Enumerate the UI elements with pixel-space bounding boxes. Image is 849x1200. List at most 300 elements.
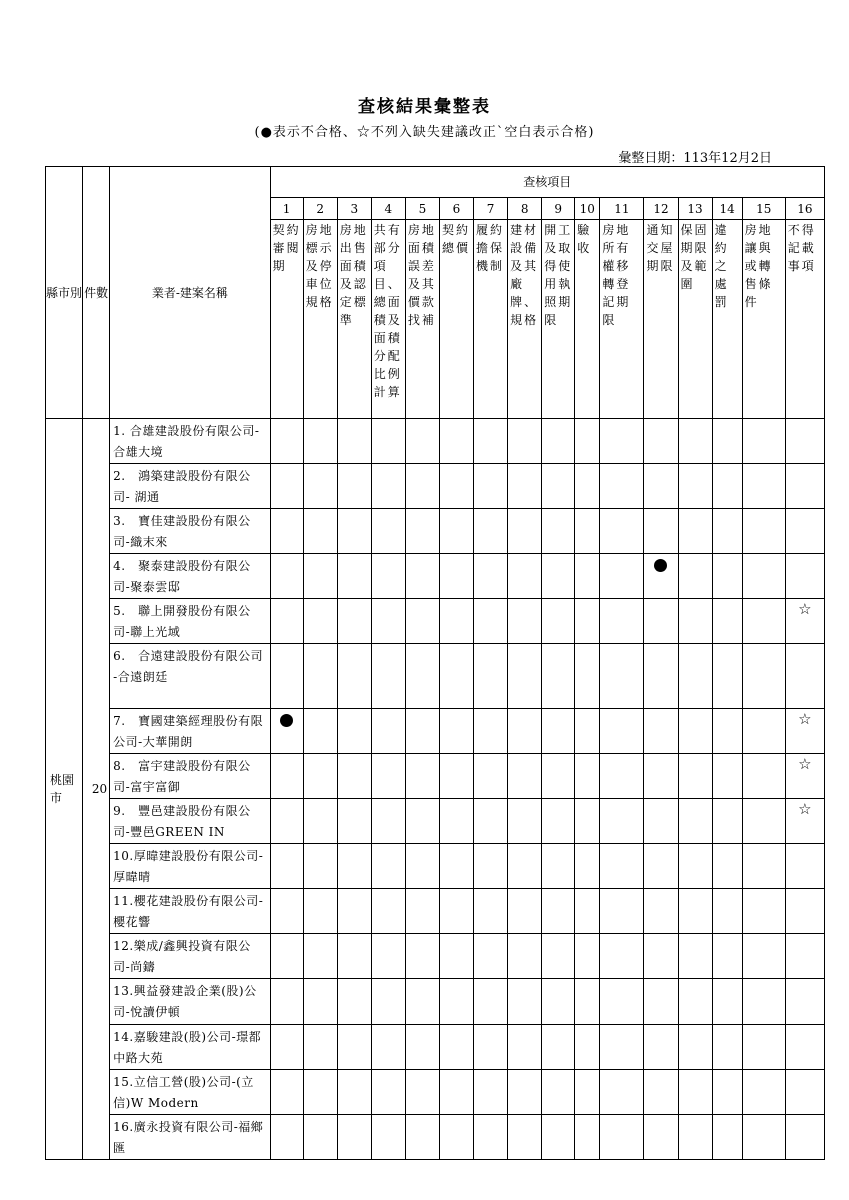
result-cell	[644, 644, 678, 709]
result-cell	[371, 979, 405, 1025]
result-cell	[712, 644, 742, 709]
result-cell	[508, 889, 542, 934]
result-cell	[405, 889, 439, 934]
result-cell	[337, 464, 371, 509]
result-cell	[508, 644, 542, 709]
result-cell	[337, 599, 371, 644]
result-cell	[303, 509, 337, 554]
result-cell	[474, 1115, 508, 1160]
county-cell: 桃園市	[46, 419, 83, 1160]
result-cell	[303, 934, 337, 979]
result-cell	[270, 889, 303, 934]
result-cell	[785, 1025, 824, 1070]
result-cell	[270, 509, 303, 554]
company-name-cell: 10.厚暐建設股份有限公司-厚暐晴	[110, 844, 270, 889]
result-cell	[439, 464, 473, 509]
table-row	[46, 799, 825, 844]
result-cell	[508, 709, 542, 754]
result-cell	[644, 934, 678, 979]
result-cell	[575, 1025, 600, 1070]
result-cell	[600, 554, 644, 599]
result-cell	[712, 934, 742, 979]
result-cell	[644, 1025, 678, 1070]
item-label-14: 違約之處罰	[712, 220, 742, 419]
result-cell	[785, 934, 824, 979]
result-cell	[542, 1115, 575, 1160]
result-cell	[712, 889, 742, 934]
advisory-star-icon: ☆	[798, 600, 812, 618]
result-cell	[678, 844, 712, 889]
result-cell	[600, 1025, 644, 1070]
result-cell	[575, 709, 600, 754]
result-cell	[474, 844, 508, 889]
result-cell	[508, 554, 542, 599]
result-cell	[542, 1025, 575, 1070]
count-header: 件數	[83, 167, 110, 419]
table-row	[46, 464, 825, 509]
table-row	[46, 509, 825, 554]
result-cell	[600, 509, 644, 554]
item-number-5: 5	[405, 198, 439, 220]
result-cell	[371, 889, 405, 934]
result-cell	[303, 799, 337, 844]
result-cell	[575, 599, 600, 644]
result-cell	[439, 419, 473, 464]
item-label-8: 建材設備及其廠牌、規格	[508, 220, 542, 419]
result-cell	[600, 934, 644, 979]
result-cell	[439, 709, 473, 754]
result-cell	[474, 464, 508, 509]
item-number-3: 3	[337, 198, 371, 220]
result-cell	[742, 844, 785, 889]
result-cell	[270, 844, 303, 889]
result-cell	[337, 644, 371, 709]
item-label-12: 通知交屋期限	[644, 220, 678, 419]
result-cell	[303, 709, 337, 754]
result-cell	[405, 979, 439, 1025]
result-cell	[600, 754, 644, 799]
table-row	[46, 1025, 825, 1070]
result-cell	[405, 599, 439, 644]
result-cell	[439, 979, 473, 1025]
result-cell	[542, 754, 575, 799]
result-cell	[405, 464, 439, 509]
result-cell	[678, 709, 712, 754]
result-cell	[678, 419, 712, 464]
result-cell	[337, 554, 371, 599]
company-name-cell: 13.興益發建設企業(股)公司-悅讀伊頓	[110, 979, 270, 1025]
company-name-cell: 16.廣永投資有限公司-福鄉匯	[110, 1115, 270, 1160]
result-cell	[303, 844, 337, 889]
company-name-header: 業者-建案名稱	[110, 167, 270, 419]
table-row	[46, 599, 825, 644]
result-cell	[644, 979, 678, 1025]
result-cell	[508, 1070, 542, 1115]
result-cell	[644, 599, 678, 644]
result-cell	[742, 509, 785, 554]
result-cell	[508, 1025, 542, 1070]
result-cell	[371, 1025, 405, 1070]
result-cell	[678, 934, 712, 979]
result-cell	[405, 1115, 439, 1160]
result-cell	[439, 1025, 473, 1070]
table-row	[46, 1070, 825, 1115]
result-cell	[575, 509, 600, 554]
result-cell	[439, 934, 473, 979]
count-cell: 20	[83, 419, 110, 1160]
company-name-cell: 3. 寶佳建設股份有限公司-織末來	[110, 509, 270, 554]
result-cell	[575, 644, 600, 709]
result-cell	[371, 419, 405, 464]
result-cell	[678, 979, 712, 1025]
result-cell	[405, 509, 439, 554]
result-cell	[405, 1025, 439, 1070]
result-cell	[337, 979, 371, 1025]
result-cell	[712, 979, 742, 1025]
result-cell	[742, 1025, 785, 1070]
result-cell	[405, 709, 439, 754]
result-cell	[303, 889, 337, 934]
result-cell	[575, 754, 600, 799]
result-cell	[785, 889, 824, 934]
result-cell	[542, 554, 575, 599]
result-cell	[371, 844, 405, 889]
result-cell	[303, 464, 337, 509]
result-cell	[270, 979, 303, 1025]
result-cell	[405, 754, 439, 799]
result-cell	[600, 599, 644, 644]
result-cell	[439, 599, 473, 644]
company-name-cell: 15.立信工營(股)公司-(立信)W Modern	[110, 1070, 270, 1115]
result-cell	[303, 644, 337, 709]
result-cell	[742, 644, 785, 709]
result-cell	[405, 644, 439, 709]
result-cell	[439, 799, 473, 844]
result-cell	[712, 509, 742, 554]
item-number-8: 8	[508, 198, 542, 220]
result-cell	[644, 554, 678, 599]
result-cell	[371, 709, 405, 754]
result-cell	[405, 844, 439, 889]
result-cell	[712, 464, 742, 509]
result-cell	[678, 889, 712, 934]
item-label-16: 不得記載事項	[785, 220, 824, 419]
result-cell	[785, 709, 824, 754]
result-cell	[439, 1115, 473, 1160]
result-cell	[644, 889, 678, 934]
item-label-7: 履約擔保機制	[474, 220, 508, 419]
company-name-cell: 11.櫻花建設股份有限公司-櫻花響	[110, 889, 270, 934]
result-cell	[270, 754, 303, 799]
result-cell	[405, 419, 439, 464]
result-cell	[742, 1070, 785, 1115]
result-cell	[474, 709, 508, 754]
result-cell	[742, 889, 785, 934]
result-cell	[575, 889, 600, 934]
result-cell	[270, 554, 303, 599]
result-cell	[270, 709, 303, 754]
item-number-10: 10	[575, 198, 600, 220]
result-cell	[270, 1025, 303, 1070]
item-number-14: 14	[712, 198, 742, 220]
item-number-6: 6	[439, 198, 473, 220]
result-cell	[303, 419, 337, 464]
item-label-6: 契約總價	[439, 220, 473, 419]
company-name-cell: 9. 豐邑建設股份有限公司-豐邑GREEN IN	[110, 799, 270, 844]
result-cell	[742, 754, 785, 799]
result-cell	[337, 509, 371, 554]
result-cell	[785, 554, 824, 599]
result-cell	[508, 979, 542, 1025]
result-cell	[644, 799, 678, 844]
result-cell	[600, 1115, 644, 1160]
table-row	[46, 709, 825, 754]
item-number-11: 11	[600, 198, 644, 220]
result-cell	[474, 889, 508, 934]
result-cell	[405, 934, 439, 979]
result-cell	[600, 844, 644, 889]
fail-dot-icon	[280, 714, 293, 727]
company-name-cell: 4. 聚泰建設股份有限公司-聚泰雲邸	[110, 554, 270, 599]
result-cell	[474, 599, 508, 644]
result-cell	[575, 1070, 600, 1115]
result-cell	[439, 644, 473, 709]
result-cell	[644, 1070, 678, 1115]
result-cell	[405, 799, 439, 844]
result-cell	[712, 554, 742, 599]
result-cell	[508, 799, 542, 844]
result-cell	[337, 709, 371, 754]
result-cell	[575, 554, 600, 599]
item-number-13: 13	[678, 198, 712, 220]
result-cell	[542, 509, 575, 554]
result-cell	[575, 464, 600, 509]
result-cell	[678, 599, 712, 644]
result-cell	[600, 799, 644, 844]
result-cell	[542, 844, 575, 889]
result-cell	[508, 754, 542, 799]
item-label-5: 房地面積誤差及其價款找補	[405, 220, 439, 419]
result-cell	[439, 754, 473, 799]
result-cell	[678, 799, 712, 844]
result-cell	[371, 1070, 405, 1115]
result-cell	[371, 934, 405, 979]
result-cell	[270, 464, 303, 509]
result-cell	[742, 419, 785, 464]
item-number-7: 7	[474, 198, 508, 220]
result-cell	[337, 799, 371, 844]
result-cell	[575, 979, 600, 1025]
result-cell	[474, 644, 508, 709]
table-row	[46, 1115, 825, 1160]
result-cell	[542, 709, 575, 754]
result-cell	[742, 1115, 785, 1160]
result-cell	[270, 799, 303, 844]
result-cell	[371, 644, 405, 709]
result-cell	[575, 799, 600, 844]
item-label-9: 開工及取得使用執照期限	[542, 220, 575, 419]
result-cell	[508, 844, 542, 889]
item-label-15: 房地讓與或轉售條件	[742, 220, 785, 419]
result-cell	[785, 599, 824, 644]
result-cell	[785, 979, 824, 1025]
item-label-2: 房地標示及停車位規格	[303, 220, 337, 419]
result-cell	[474, 799, 508, 844]
result-cell	[600, 464, 644, 509]
result-cell	[270, 1115, 303, 1160]
result-cell	[508, 599, 542, 644]
result-cell	[439, 554, 473, 599]
result-cell	[371, 754, 405, 799]
result-cell	[600, 419, 644, 464]
result-cell	[474, 1025, 508, 1070]
result-cell	[600, 1070, 644, 1115]
result-cell	[337, 1070, 371, 1115]
result-cell	[542, 419, 575, 464]
result-cell	[439, 844, 473, 889]
result-cell	[678, 1025, 712, 1070]
result-cell	[303, 599, 337, 644]
result-cell	[270, 934, 303, 979]
result-cell	[742, 599, 785, 644]
result-cell	[785, 509, 824, 554]
result-cell	[542, 799, 575, 844]
result-cell	[742, 799, 785, 844]
table-row	[46, 934, 825, 979]
result-cell	[474, 509, 508, 554]
item-number-4: 4	[371, 198, 405, 220]
result-cell	[303, 979, 337, 1025]
item-number-1: 1	[270, 198, 303, 220]
table-row	[46, 644, 825, 709]
item-number-2: 2	[303, 198, 337, 220]
compile-date: 彙整日期：113年12月2日	[618, 151, 772, 166]
advisory-star-icon: ☆	[798, 755, 812, 773]
item-label-4: 共有部分項目、總面積及面積分配比例計算	[371, 220, 405, 419]
result-cell	[542, 1070, 575, 1115]
result-cell	[270, 599, 303, 644]
result-cell	[303, 1070, 337, 1115]
result-cell	[542, 599, 575, 644]
result-cell	[712, 1025, 742, 1070]
result-cell	[371, 1115, 405, 1160]
result-cell	[474, 554, 508, 599]
result-cell	[600, 644, 644, 709]
item-label-1: 契約審閱期	[270, 220, 303, 419]
result-cell	[785, 1070, 824, 1115]
result-cell	[742, 709, 785, 754]
result-cell	[508, 934, 542, 979]
result-cell	[508, 464, 542, 509]
result-cell	[678, 644, 712, 709]
item-label-13: 保固期限及範圍	[678, 220, 712, 419]
result-cell	[785, 419, 824, 464]
result-cell	[678, 1115, 712, 1160]
result-cell	[439, 509, 473, 554]
result-cell	[678, 509, 712, 554]
result-cell	[600, 709, 644, 754]
result-cell	[712, 799, 742, 844]
result-cell	[474, 1070, 508, 1115]
result-cell	[303, 554, 337, 599]
result-cell	[542, 979, 575, 1025]
result-cell	[575, 419, 600, 464]
result-cell	[303, 754, 337, 799]
item-label-3: 房地出售面積及認定標準	[337, 220, 371, 419]
result-cell	[644, 1115, 678, 1160]
result-cell	[575, 1115, 600, 1160]
table-row	[46, 844, 825, 889]
result-cell	[600, 979, 644, 1025]
result-cell	[644, 464, 678, 509]
item-label-11: 房地所有權移轉登記期限	[600, 220, 644, 419]
result-cell	[371, 599, 405, 644]
result-cell	[270, 1070, 303, 1115]
result-cell	[405, 554, 439, 599]
item-number-16: 16	[785, 198, 824, 220]
item-number-12: 12	[644, 198, 678, 220]
result-cell	[508, 1115, 542, 1160]
result-cell	[508, 509, 542, 554]
table-row	[46, 889, 825, 934]
result-cell	[337, 754, 371, 799]
result-cell	[337, 844, 371, 889]
result-cell	[644, 509, 678, 554]
inspection-items-header: 查核項目	[270, 167, 824, 198]
result-cell	[678, 464, 712, 509]
result-cell	[474, 934, 508, 979]
result-cell	[678, 1070, 712, 1115]
result-cell	[600, 889, 644, 934]
result-cell	[270, 644, 303, 709]
result-cell	[270, 419, 303, 464]
result-cell	[474, 979, 508, 1025]
result-cell	[474, 754, 508, 799]
company-name-cell: 12.樂成/鑫興投資有限公司-尚鑄	[110, 934, 270, 979]
result-cell	[712, 754, 742, 799]
table-row	[46, 754, 825, 799]
company-name-cell: 2. 鴻築建設股份有限公司- 湖通	[110, 464, 270, 509]
result-cell	[742, 464, 785, 509]
page-title: 查核結果彙整表	[358, 97, 491, 117]
result-cell	[712, 709, 742, 754]
result-cell	[303, 1025, 337, 1070]
result-cell	[542, 464, 575, 509]
result-cell	[371, 464, 405, 509]
result-cell	[508, 419, 542, 464]
result-cell	[337, 889, 371, 934]
result-cell	[439, 889, 473, 934]
result-cell	[644, 419, 678, 464]
company-name-cell: 5. 聯上開發股份有限公司-聯上光域	[110, 599, 270, 644]
result-cell	[371, 799, 405, 844]
result-cell	[542, 889, 575, 934]
item-label-10: 驗收	[575, 220, 600, 419]
company-name-cell: 1. 合雄建設股份有限公司-合雄大境	[110, 419, 270, 464]
result-cell	[712, 419, 742, 464]
result-cell	[742, 554, 785, 599]
result-cell	[785, 799, 824, 844]
item-number-15: 15	[742, 198, 785, 220]
result-cell	[337, 934, 371, 979]
result-cell	[678, 554, 712, 599]
company-name-cell: 6. 合遠建設股份有限公司 -合遠朗廷	[110, 644, 270, 709]
table-row	[46, 554, 825, 599]
result-cell	[575, 934, 600, 979]
county-header: 縣市別	[46, 167, 83, 419]
table-row	[46, 979, 825, 1025]
result-cell	[712, 599, 742, 644]
